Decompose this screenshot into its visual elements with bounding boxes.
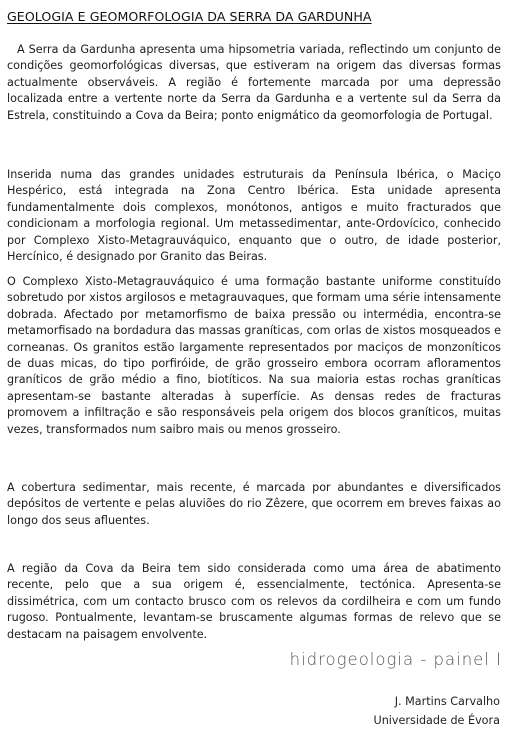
paragraph-sedimentary-cover: A cobertura sedimentar, mais recente, é marcada por abundantes e diversificados depósitos de vertente e pelas aluviões do rio Zêzere, que ocorrem em breves faixas ao longo dos seus afluentes. (7, 481, 501, 527)
panel-label: hidrogeologia - painel I (289, 650, 502, 669)
paragraph-xisto-complex: O Complexo Xisto-Metagrauváquico é uma formação bastante uniforme constituído sobretudo por xistos argilosos e metagrauvaques, que formam uma série intensamente dobrada. Afectado por metamorfismo de baixa pressão ou intermédia, encontra-se metamorfisado na bordadura das massas graníticas, com orlas de xistos mosqueados e corneanas. Os granitos estão largamente representados por maciços de monzoníticos de duas micas, do tipo porfiróide, de grão grosseiro embora ocorram afloramentos graníticos de grão médio a fino, biotíticos. Na sua maioria estas rochas graníticas apresentam-se bastante alteradas à superfície. As densas redes de fracturas promovem a infiltração e são responsáveis pela origem dos blocos graníticos, muitas vezes, transformados num saibro mais ou menos grosseiro. (7, 275, 501, 436)
author-name: J. Martins Carvalho (394, 695, 500, 708)
paragraph-structural-units: Inserida numa das grandes unidades estruturais da Península Ibérica, o Maciço Hespérico, está integrada na Zona Centro Ibérica. Esta unidade apresenta fundamentalmente dois complexos, monótonos, antigos e muito fracturados que condicionam a morfologia regional. Um metassedimentar, ante-Ordovícico, conhecido por Complexo Xisto-Metagrauváquico, enquanto que o outro, de idade posterior, Hercínico, é designado por Granito das Beiras. (7, 168, 501, 264)
author-affiliation: Universidade de Évora (373, 714, 500, 727)
paragraph-cova-da-beira: A região da Cova da Beira tem sido considerada como uma área de abatimento recente, pelo que a sua origem é, essencialmente, tectónica. Apresenta-se dissimétrica, com um contacto brusco com os relevos da cordilheira e com um fundo rugoso. Pontualmente, levantam-se bruscamente algumas formas de relevo que se destacam na paisagem envolvente. (7, 562, 501, 641)
paragraph-intro: A Serra da Gardunha apresenta uma hipsometria variada, reflectindo um conjunto de condições geomorfológicas diversas, que estiveram na origem das diversas formas actualmente observáveis. A região é fortemente marcada por uma depressão localizada entre a vertente norte da Serra da Gardunha e a vertente sul da Serra da Estrela, constituindo a Cova da Beira; ponto enigmático da geomorfologia de Portugal. (7, 43, 501, 122)
document-title: GEOLOGIA E GEOMORFOLOGIA DA SERRA DA GARDUNHA (7, 9, 372, 24)
